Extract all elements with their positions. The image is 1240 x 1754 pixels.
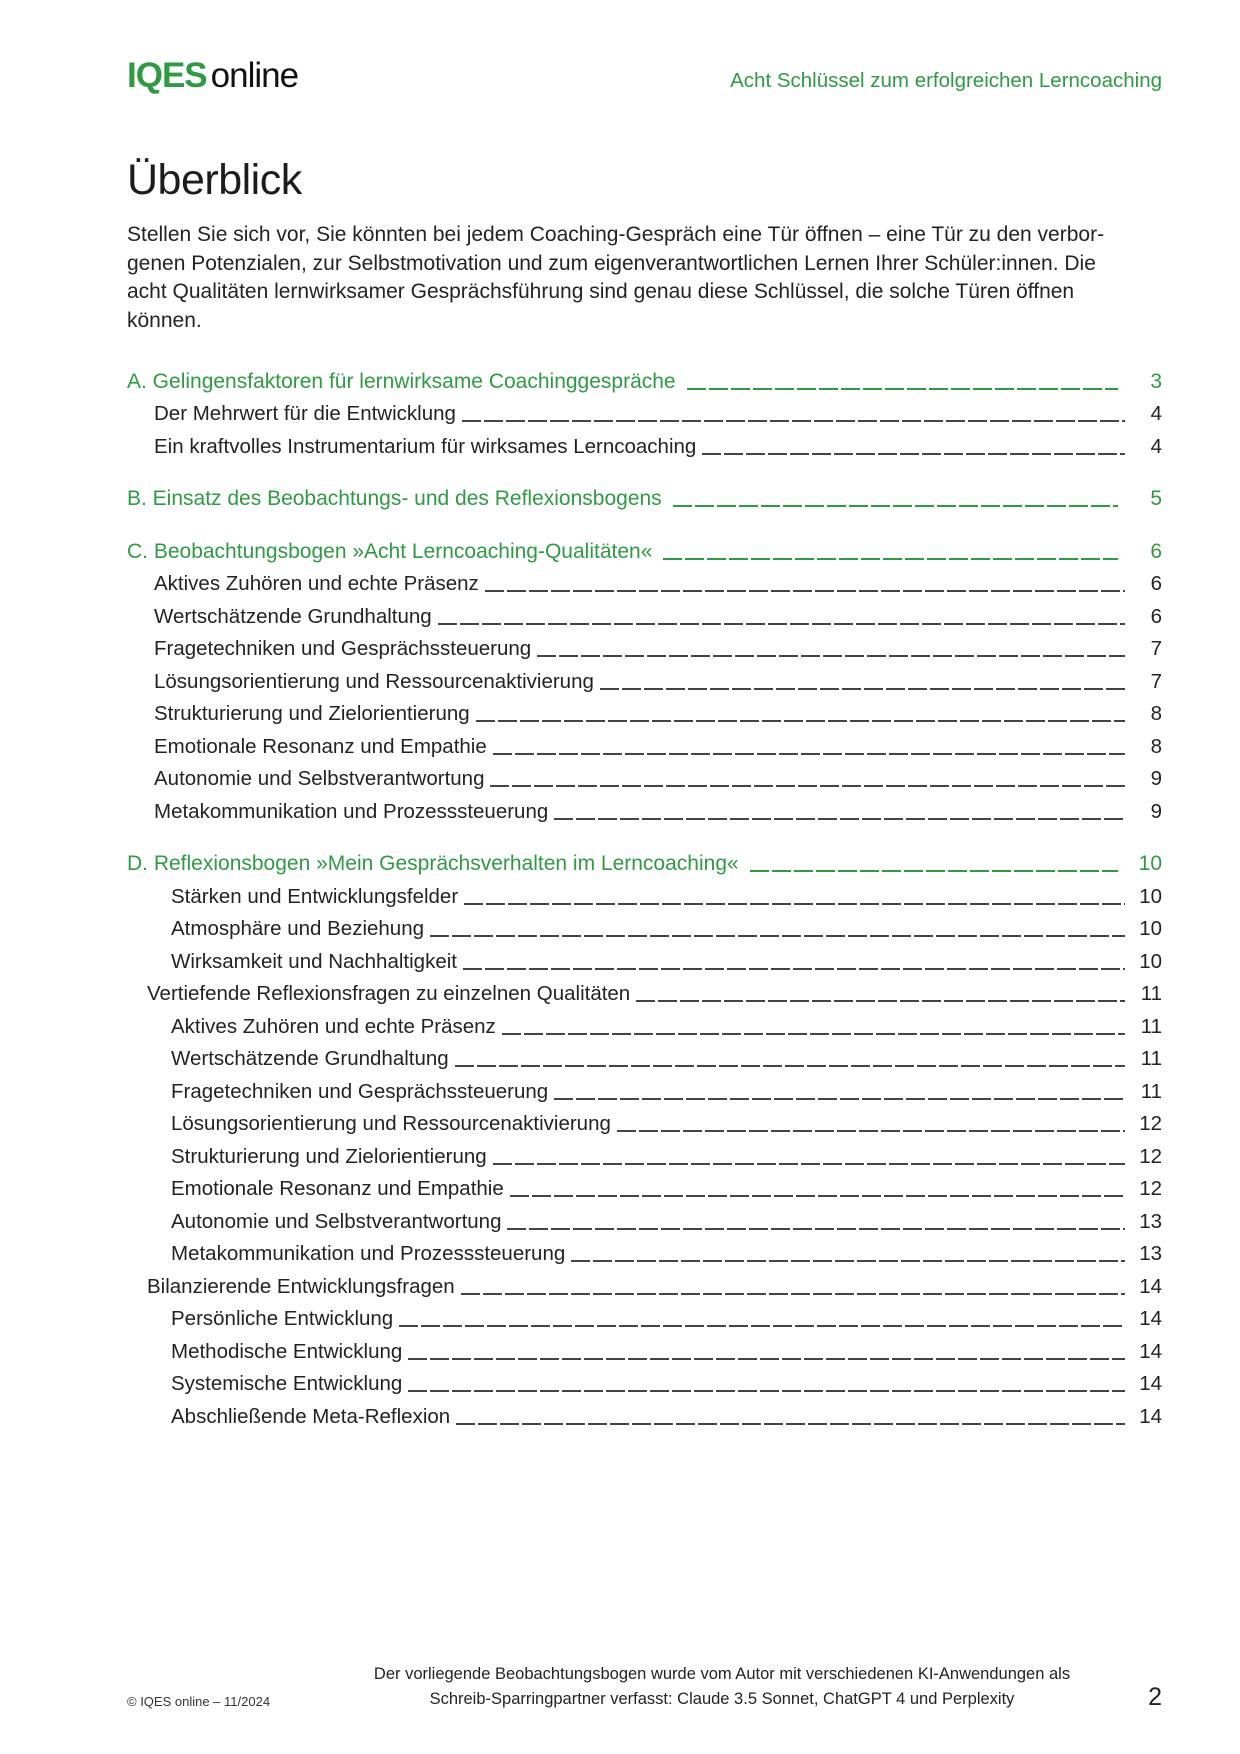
footer-note-line: Schreib-Sparringpartner verfasst: Claude 3.5 Sonnet, ChatGPT 4 und Perplexity	[429, 1690, 1015, 1708]
toc-entry-label: Fragetechniken und Gesprächssteuerung	[171, 1079, 549, 1103]
toc-leader-line	[663, 558, 1118, 560]
toc-entry-page: 7	[1150, 669, 1162, 693]
toc-entry-page: 12	[1139, 1177, 1162, 1201]
toc-entry[interactable]	[127, 945, 1162, 978]
toc-entry-label: Aktives Zuhören und echte Präsenz	[171, 1014, 496, 1038]
toc-entry-label: Emotionale Resonanz und Empathie	[154, 734, 487, 758]
toc-entry[interactable]	[127, 600, 1162, 633]
toc-entry-label: Stärken und Entwicklungsfelder	[171, 884, 459, 908]
toc-entry-page: 14	[1139, 1404, 1162, 1428]
toc-entry-label: Strukturierung und Zielorientierung	[171, 1144, 487, 1168]
toc-entry-label: Emotionale Resonanz und Empathie	[171, 1177, 504, 1201]
toc-entry[interactable]	[127, 483, 1162, 516]
toc-leader-line	[438, 623, 1125, 625]
toc-leader-line	[490, 785, 1125, 787]
toc-entry-page: 10	[1138, 852, 1162, 876]
intro-line: können.	[127, 308, 202, 332]
intro-paragraph	[127, 221, 1162, 335]
toc-entry-label: Fragetechniken und Gesprächssteuerung	[154, 637, 532, 661]
toc-entry[interactable]	[127, 698, 1162, 731]
toc-entry[interactable]	[127, 730, 1162, 763]
logo-text-iqes: IQES	[127, 56, 207, 95]
toc-entry-page: 12	[1139, 1144, 1162, 1168]
toc-leader-line	[408, 1358, 1125, 1360]
toc-leader-line	[636, 1000, 1125, 1002]
toc-entry[interactable]	[127, 1108, 1162, 1141]
toc-entry-label: Abschließende Meta-Reflexion	[171, 1404, 451, 1428]
toc-entry[interactable]	[127, 913, 1162, 946]
toc-leader-line	[510, 1195, 1125, 1197]
toc-leader-line	[485, 590, 1125, 592]
toc-entry-label: Strukturierung und Zielorientierung	[154, 702, 470, 726]
toc-leader-line	[673, 505, 1118, 507]
toc-leader-line	[464, 903, 1125, 905]
iqes-logo	[127, 56, 298, 96]
toc-entry-label: C. Beobachtungsbogen »Acht Lerncoaching-Qualitäten«	[127, 539, 653, 563]
toc-entry-page: 10	[1139, 884, 1162, 908]
toc-entry-page: 10	[1139, 917, 1162, 941]
toc-leader-line	[493, 753, 1125, 755]
toc-entry-page: 13	[1139, 1209, 1162, 1233]
toc-entry[interactable]	[127, 795, 1162, 828]
toc-entry[interactable]	[127, 1075, 1162, 1108]
toc-entry-page: 10	[1139, 949, 1162, 973]
toc-leader-line	[455, 1065, 1125, 1067]
intro-line: acht Qualitäten lernwirksamer Gesprächsführung sind genau diese Schlüssel, die solche Türen öffnen	[127, 280, 1075, 304]
toc-entry-label: B. Einsatz des Beobachtungs- und des Reflexionsbogens	[127, 487, 662, 511]
toc-entry-label: Wirksamkeit und Nachhaltigkeit	[171, 949, 457, 973]
toc-entry-label: Wertschätzende Grundhaltung	[154, 604, 432, 628]
toc-entry-page: 13	[1139, 1242, 1162, 1266]
toc-entry-label: D. Reflexionsbogen »Mein Gesprächsverhalten im Lerncoaching«	[127, 852, 739, 876]
toc-entry[interactable]	[127, 763, 1162, 796]
toc-entry-page: 14	[1139, 1372, 1162, 1396]
toc-entry-page: 9	[1150, 799, 1162, 823]
intro-line: genen Potenzialen, zur Selbstmotivation und zum eigenverantwortlichen Lernen Ihrer Schüler:innen. Die	[127, 251, 1096, 275]
footer-page-number: 2	[1148, 1683, 1162, 1711]
toc-entry-page: 14	[1139, 1339, 1162, 1363]
toc-entry[interactable]	[127, 1335, 1162, 1368]
toc-leader-line	[502, 1033, 1125, 1035]
toc-leader-line	[463, 968, 1125, 970]
toc-entry-label: Lösungsorientierung und Ressourcenaktivierung	[154, 669, 594, 693]
toc-entry[interactable]	[127, 978, 1162, 1011]
toc-entry-label: Metakommunikation und Prozesssteuerung	[154, 799, 549, 823]
toc-leader-line	[600, 688, 1125, 690]
footer-copyright: © IQES online – 11/2024	[127, 1694, 271, 1709]
toc-entry-label: Bilanzierende Entwicklungsfragen	[147, 1274, 455, 1298]
toc-entry[interactable]	[127, 848, 1162, 881]
toc-entry-page: 14	[1139, 1307, 1162, 1331]
toc-leader-line	[687, 388, 1118, 390]
toc-entry[interactable]	[127, 633, 1162, 666]
toc-leader-line	[493, 1163, 1125, 1165]
toc-leader-line	[571, 1260, 1125, 1262]
toc-entry-page: 11	[1140, 1047, 1162, 1071]
toc-entry-page: 6	[1150, 539, 1162, 563]
toc-entry[interactable]	[127, 1238, 1162, 1271]
toc-entry[interactable]	[127, 1140, 1162, 1173]
toc-leader-line	[554, 1098, 1125, 1100]
toc-entry-label: Aktives Zuhören und echte Präsenz	[154, 572, 479, 596]
toc-entry[interactable]	[127, 398, 1162, 431]
toc-entry-page: 4	[1150, 402, 1162, 426]
toc-entry-label: Methodische Entwicklung	[171, 1339, 403, 1363]
toc-leader-line	[430, 935, 1125, 937]
toc-entry[interactable]	[127, 1205, 1162, 1238]
footer-note-line: Der vorliegende Beobachtungsbogen wurde vom Autor mit verschiedenen KI-Anwendungen als	[373, 1665, 1071, 1683]
toc-leader-line	[702, 453, 1125, 455]
intro-line: Stellen Sie sich vor, Sie könnten bei jedem Coaching-Gespräch eine Tür öffnen – eine Tür zu den verbor-	[127, 223, 1105, 246]
toc-entry[interactable]	[127, 1270, 1162, 1303]
toc-leader-line	[507, 1228, 1125, 1230]
toc-entry[interactable]	[127, 880, 1162, 913]
toc-entry[interactable]	[127, 1043, 1162, 1076]
page-title: Überblick	[127, 156, 302, 204]
toc-entry-page: 11	[1140, 1079, 1162, 1103]
toc-entry-page: 8	[1150, 734, 1162, 758]
toc-entry-page: 3	[1150, 369, 1162, 393]
toc-leader-line	[554, 818, 1125, 820]
footer-note	[342, 1662, 1102, 1712]
toc-entry[interactable]	[127, 1400, 1162, 1433]
toc-entry[interactable]	[127, 568, 1162, 601]
toc-entry-page: 6	[1150, 604, 1162, 628]
toc-entry[interactable]	[127, 365, 1162, 398]
toc-entry[interactable]	[127, 1368, 1162, 1401]
toc-entry-page: 9	[1150, 767, 1162, 791]
logo-text-online: online	[210, 56, 299, 95]
toc-leader-line	[537, 655, 1125, 657]
table-of-contents	[127, 365, 1162, 1433]
toc-entry-label: Ein kraftvolles Instrumentarium für wirksames Lerncoaching	[154, 434, 697, 458]
toc-entry-label: Autonomie und Selbstverantwortung	[171, 1209, 502, 1233]
running-header-title: Acht Schlüssel zum erfolgreichen Lerncoaching	[730, 69, 1162, 92]
toc-entry-page: 11	[1140, 1014, 1162, 1038]
toc-leader-line	[462, 420, 1125, 422]
toc-entry-page: 6	[1150, 572, 1162, 596]
toc-leader-line	[750, 870, 1118, 872]
toc-entry-label: A. Gelingensfaktoren für lernwirksame Coachinggespräche	[127, 369, 676, 393]
toc-entry-page: 4	[1150, 434, 1162, 458]
toc-leader-line	[408, 1390, 1125, 1392]
toc-entry-label: Systemische Entwicklung	[171, 1372, 403, 1396]
page-header	[127, 56, 1162, 96]
toc-entry-label: Autonomie und Selbstverantwortung	[154, 767, 485, 791]
toc-entry[interactable]	[127, 1303, 1162, 1336]
toc-entry-label: Atmosphäre und Beziehung	[171, 917, 425, 941]
toc-entry-label: Der Mehrwert für die Entwicklung	[154, 402, 456, 426]
toc-entry-page: 11	[1140, 982, 1162, 1006]
toc-entry-label: Wertschätzende Grundhaltung	[171, 1047, 449, 1071]
toc-entry-page: 14	[1139, 1274, 1162, 1298]
toc-entry-page: 8	[1150, 702, 1162, 726]
toc-entry[interactable]	[127, 1173, 1162, 1206]
toc-entry[interactable]	[127, 430, 1162, 463]
toc-leader-line	[456, 1423, 1125, 1425]
toc-leader-line	[399, 1325, 1125, 1327]
toc-entry[interactable]	[127, 665, 1162, 698]
toc-leader-line	[476, 720, 1125, 722]
toc-entry-page: 5	[1150, 487, 1162, 511]
toc-entry-label: Vertiefende Reflexionsfragen zu einzelnen Qualitäten	[147, 982, 631, 1006]
page-footer	[127, 1662, 1162, 1712]
toc-entry-label: Persönliche Entwicklung	[171, 1307, 394, 1331]
toc-entry-page: 12	[1139, 1112, 1162, 1136]
toc-leader-line	[617, 1130, 1125, 1132]
toc-leader-line	[461, 1293, 1125, 1295]
toc-entry-page: 7	[1150, 637, 1162, 661]
toc-entry-label: Lösungsorientierung und Ressourcenaktivierung	[171, 1112, 611, 1136]
toc-entry[interactable]	[127, 1010, 1162, 1043]
toc-entry-label: Metakommunikation und Prozesssteuerung	[171, 1242, 566, 1266]
toc-entry[interactable]	[127, 535, 1162, 568]
